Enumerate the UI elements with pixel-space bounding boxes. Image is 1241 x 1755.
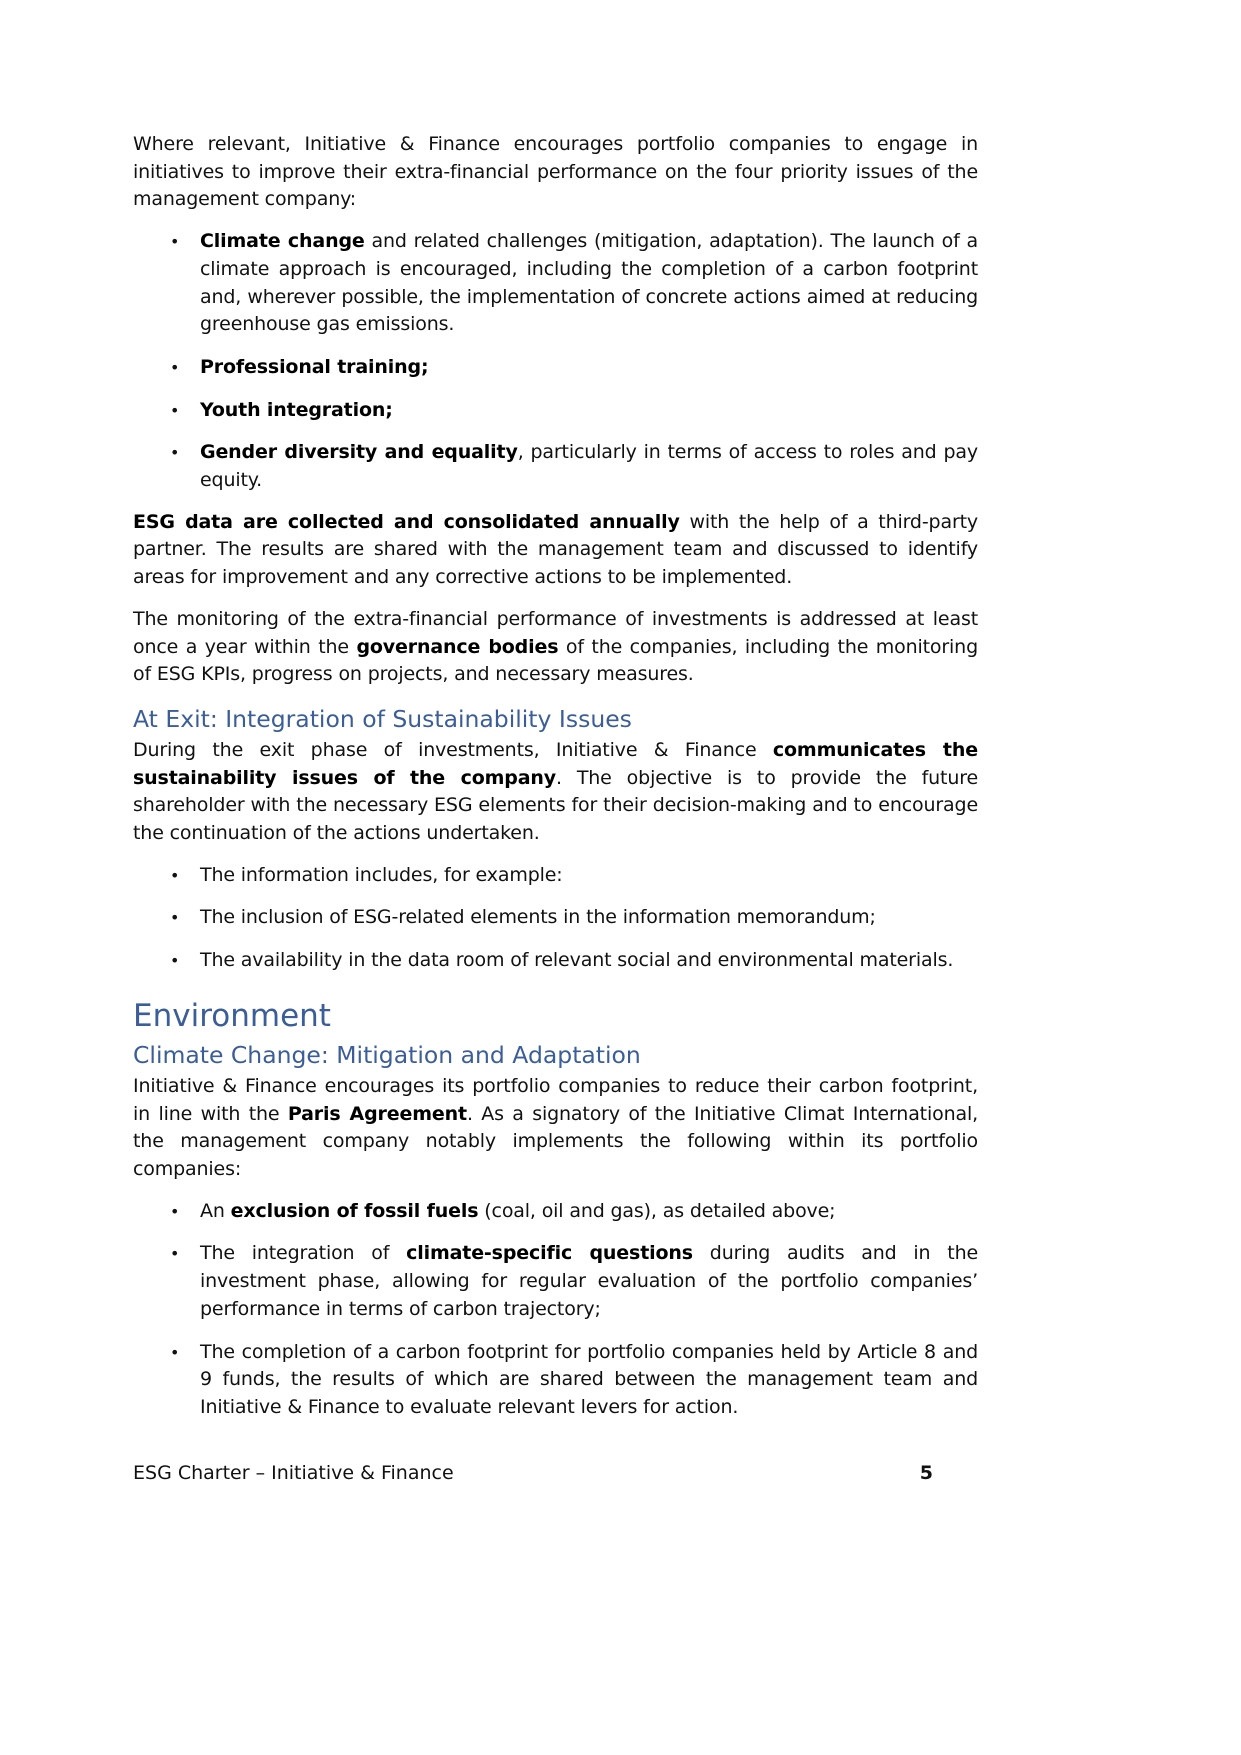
exit-list (133, 862, 978, 975)
list-item (133, 354, 978, 382)
emphasis-text: ESG data are collected and consolidated annually (133, 510, 680, 533)
bullet-icon: • (170, 357, 180, 377)
monitoring-paragraph: The monitoring of the extra-financial performance of investments is addressed at least once a year within the governance bodies of the companies, including the monitoring of ESG KPIs, progress on projects, and necessary measures. (133, 607, 978, 686)
list-item: • Climate change and related challenges (mitigation, adaptation). The launch of a climate approach is encouraged, including the completion of a carbon footprint and, wherever possible, the implementation of concrete actions aimed at reducing greenhouse gas emissions. (170, 230, 979, 336)
emphasis-text: Gender diversity and equality (200, 441, 518, 464)
exit-paragraph: During the exit phase of investments, Initiative & Finance communicates the sustainability issues of the company. The objective is to provide the future shareholder with the necessary ESG elements for their decision-making and to encourage the continuation of the actions undertaken. (133, 738, 978, 845)
page-number: 5 (919, 1462, 933, 1484)
intro-paragraph: Where relevant, Initiative & Finance encourages portfolio companies to engage in initiatives to improve their extra-financial performance on the four priority issues of the management company: (133, 133, 978, 211)
esg-data-paragraph: ESG data are collected and consolidated annually with the help of a third-party partner. The results are shared with the management team and discussed to identify areas for improvement and any corrective actions to be implemented. (133, 510, 978, 589)
climate-list (133, 1198, 978, 1422)
footer-title: ESG Charter – Initiative & Finance (133, 1462, 454, 1484)
bullet-icon: • (170, 1244, 180, 1264)
list-item: • The inclusion of ESG-related elements in the information memorandum; (133, 904, 978, 932)
bullet-icon: • (170, 951, 180, 971)
emphasis-text: Professional training; (200, 355, 429, 378)
list-item: • The availability in the data room of relevant social and environmental materials. (133, 947, 978, 975)
bullet-icon: • (170, 443, 180, 463)
list-item: • Gender diversity and equality, particularly in terms of access to roles and pay equity. (170, 441, 978, 492)
subsection-heading-climate: Climate Change: Mitigation and Adaptation (133, 1040, 641, 1069)
section-heading-exit: At Exit: Integration of Sustainability Issues (133, 704, 632, 733)
bullet-icon: • (170, 865, 180, 885)
emphasis-text: Paris Agreement (287, 1102, 467, 1125)
emphasis-text: Youth integration; (200, 398, 393, 421)
bullet-icon: • (170, 908, 180, 928)
emphasis-text: Climate change (200, 230, 365, 253)
emphasis-text: communicates the sustainability issues of the company (133, 738, 978, 789)
bullet-icon: • (170, 1201, 180, 1221)
emphasis-text: climate-specific questions (406, 1242, 693, 1265)
bullet-icon: • (170, 1342, 180, 1362)
list-item: • The information includes, for example: (133, 862, 978, 890)
bullet-icon: • (170, 232, 180, 252)
page-footer (133, 1460, 933, 1486)
section-heading-environment: Environment (133, 997, 331, 1034)
list-item: • The integration of climate-specific questions during audits and in the investment phase, allowing for regular evaluation of the portfolio companies’ performance in terms of carbon trajectory; (170, 1242, 978, 1320)
bullet-icon: • (170, 400, 180, 420)
list-item: • The completion of a carbon footprint for portfolio companies held by Article 8 and 9 funds, the results of which are shared between the management team and Initiative & Finance to evaluate relevant levers for action. (170, 1340, 978, 1418)
priority-issues-list (133, 228, 978, 495)
document-page (133, 131, 978, 1436)
emphasis-text: governance bodies (356, 635, 559, 658)
emphasis-text: exclusion of fossil fuels (230, 1199, 479, 1222)
list-item (133, 397, 978, 425)
climate-paragraph: Initiative & Finance encourages its portfolio companies to reduce their carbon footprint, in line with the Paris Agreement. As a signatory of the Initiative Climat International, the management company notably implements the following within its portfolio companies: (133, 1074, 978, 1180)
list-item: • An exclusion of fossil fuels (coal, oil and gas), as detailed above; (133, 1198, 978, 1226)
